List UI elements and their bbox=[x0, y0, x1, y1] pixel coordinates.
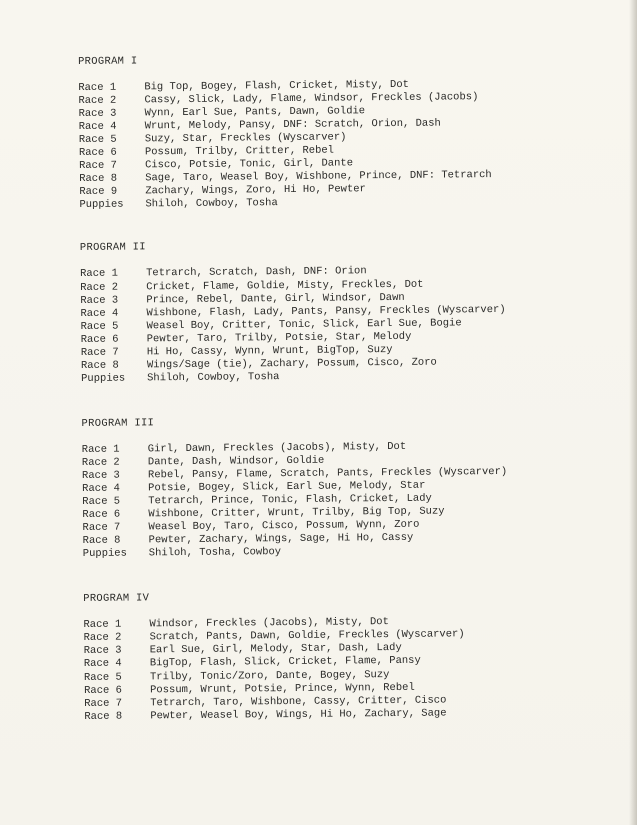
race-entries: Potsie, Bogey, Slick, Earl Sue, Melody, Star bbox=[148, 479, 426, 495]
race-label: Race 5 bbox=[78, 133, 117, 147]
race-label: Puppies bbox=[79, 198, 124, 212]
race-label: Race 6 bbox=[78, 146, 117, 160]
race-label: Race 2 bbox=[78, 94, 117, 108]
race-label: Race 8 bbox=[79, 172, 118, 186]
program-2 bbox=[80, 237, 601, 385]
race-entries: Cricket, Flame, Goldie, Misty, Freckles, Dot bbox=[146, 278, 424, 293]
race-entries: Cisco, Potsie, Tonic, Girl, Dante bbox=[144, 157, 354, 172]
race-label: Race 6 bbox=[82, 508, 121, 522]
race-entries: Suzy, Star, Freckles (Wyscarver) bbox=[144, 131, 347, 146]
race-label: Race 7 bbox=[82, 521, 121, 535]
race-label: Race 1 bbox=[81, 443, 120, 456]
race-label: Race 5 bbox=[80, 320, 119, 333]
race-entries: Shiloh, Tosha, Cowboy bbox=[148, 546, 282, 560]
race-entries: Wrunt, Melody, Pansy, DNF: Scratch, Orion, Dash bbox=[144, 117, 441, 133]
section-spacer bbox=[83, 556, 603, 593]
race-entries: Pewter, Taro, Trilby, Potsie, Star, Melody bbox=[146, 330, 412, 346]
race-label: Race 1 bbox=[80, 268, 118, 281]
race-label: Race 3 bbox=[83, 645, 122, 658]
race-label: Race 5 bbox=[82, 495, 121, 509]
race-entries: Shiloh, Cowboy, Tosha bbox=[145, 197, 278, 211]
race-label: Puppies bbox=[82, 547, 127, 561]
race-entries: Hi Ho, Cassy, Wynn, Wrunt, BigTop, Suzy bbox=[146, 343, 393, 359]
race-entries: Windsor, Freckles (Jacobs), Misty, Dot bbox=[149, 616, 389, 631]
race-entries: Zachary, Wings, Zoro, Hi Ho, Pewter bbox=[145, 183, 366, 198]
race-label: Race 2 bbox=[83, 631, 122, 645]
race-label: Race 8 bbox=[84, 710, 123, 723]
race-label: Race 4 bbox=[82, 482, 121, 496]
program-list bbox=[78, 51, 604, 724]
race-label: Puppies bbox=[81, 372, 126, 385]
program-1 bbox=[78, 51, 599, 212]
race-entries: Shiloh, Cowboy, Tosha bbox=[147, 370, 280, 385]
race-label: Race 7 bbox=[80, 346, 119, 359]
race-entries: Wishbone, Flash, Lady, Pants, Pansy, Freckles (Wyscarver) bbox=[146, 303, 506, 319]
race-entries: Dante, Dash, Windsor, Goldie bbox=[147, 454, 325, 469]
race-label: Race 9 bbox=[79, 186, 118, 199]
race-list bbox=[80, 263, 601, 385]
race-label: Race 4 bbox=[83, 658, 122, 671]
program-3 bbox=[81, 413, 602, 561]
race-label: Race 3 bbox=[81, 469, 120, 482]
race-entries: Tetrarch, Prince, Tonic, Flash, Cricket, Lady bbox=[148, 492, 432, 508]
race-entries: Pewter, Zachary, Wings, Sage, Hi Ho, Cassy bbox=[148, 532, 414, 547]
race-label: Race 3 bbox=[78, 107, 117, 121]
section-spacer bbox=[80, 207, 600, 242]
race-entries: Sage, Taro, Weasel Boy, Wishbone, Prince, DNF: Tetrarch bbox=[145, 169, 492, 185]
program-title: PROGRAM IV bbox=[83, 592, 150, 606]
page-edge-shadow bbox=[629, 0, 637, 825]
race-entries: Rebel, Pansy, Flame, Scratch, Pants, Freckles (Wyscarver) bbox=[147, 465, 508, 482]
race-entries: Pewter, Weasel Boy, Wings, Hi Ho, Zachary, Sage bbox=[150, 707, 447, 722]
race-label: Race 6 bbox=[80, 333, 119, 346]
race-entries: Scratch, Pants, Dawn, Goldie, Freckles (Wyscarver) bbox=[149, 628, 465, 644]
race-list bbox=[78, 77, 599, 212]
race-label: Race 8 bbox=[80, 359, 119, 372]
program-title: PROGRAM III bbox=[81, 417, 155, 430]
race-label: Race 7 bbox=[84, 697, 123, 710]
race-entries: Tetrarch, Scratch, Dash, DNF: Orion bbox=[146, 265, 367, 280]
race-label: Race 4 bbox=[78, 120, 117, 134]
race-label: Race 4 bbox=[80, 307, 119, 320]
program-title: PROGRAM I bbox=[78, 55, 138, 68]
race-entries: Possum, Wrunt, Potsie, Prince, Wynn, Rebel bbox=[150, 681, 415, 696]
race-label: Race 1 bbox=[78, 81, 117, 94]
race-entries: Earl Sue, Girl, Melody, Star, Dash, Lady bbox=[149, 642, 402, 657]
race-entries: BigTop, Flash, Slick, Cricket, Flame, Pansy bbox=[149, 655, 421, 670]
race-entries: Wynn, Earl Sue, Pants, Dawn, Goldie bbox=[144, 105, 366, 120]
section-spacer bbox=[81, 381, 601, 418]
race-entries: Wings/Sage (tie), Zachary, Possum, Cisco, Zoro bbox=[146, 356, 437, 372]
race-entries: Weasel Boy, Taro, Cisco, Possum, Wynn, Zoro bbox=[148, 518, 420, 534]
race-entries: Girl, Dawn, Freckles (Jacobs), Misty, Dot bbox=[147, 440, 407, 456]
race-entries: Cassy, Slick, Lady, Flame, Windsor, Freckles (Jacobs) bbox=[144, 91, 479, 107]
race-label: Race 1 bbox=[83, 618, 122, 632]
race-entries: Possum, Trilby, Critter, Rebel bbox=[144, 144, 335, 159]
race-entries: Wishbone, Critter, Wrunt, Trilby, Big Top, Suzy bbox=[148, 505, 445, 521]
race-label: Race 7 bbox=[79, 159, 117, 173]
race-entries: Prince, Rebel, Dante, Girl, Windsor, Dawn bbox=[146, 291, 405, 306]
race-label: Race 5 bbox=[83, 671, 122, 684]
race-list bbox=[82, 439, 603, 561]
race-label: Race 2 bbox=[81, 456, 120, 469]
race-entries: Tetrarch, Taro, Wishbone, Cassy, Critter, Cisco bbox=[150, 694, 447, 709]
program-title: PROGRAM II bbox=[79, 241, 146, 255]
program-4 bbox=[83, 588, 604, 723]
race-label: Race 8 bbox=[82, 534, 121, 548]
race-label: Race 6 bbox=[84, 684, 122, 697]
race-list bbox=[83, 614, 604, 723]
race-entries: Trilby, Tonic/Zoro, Dante, Bogey, Suzy bbox=[149, 668, 390, 683]
race-label: Race 3 bbox=[80, 294, 119, 307]
race-entries: Weasel Boy, Critter, Tonic, Slick, Earl Sue, Bogie bbox=[146, 316, 462, 333]
race-entries: Big Top, Bogey, Flash, Cricket, Misty, Dot bbox=[144, 78, 410, 94]
race-label: Race 2 bbox=[80, 281, 119, 294]
